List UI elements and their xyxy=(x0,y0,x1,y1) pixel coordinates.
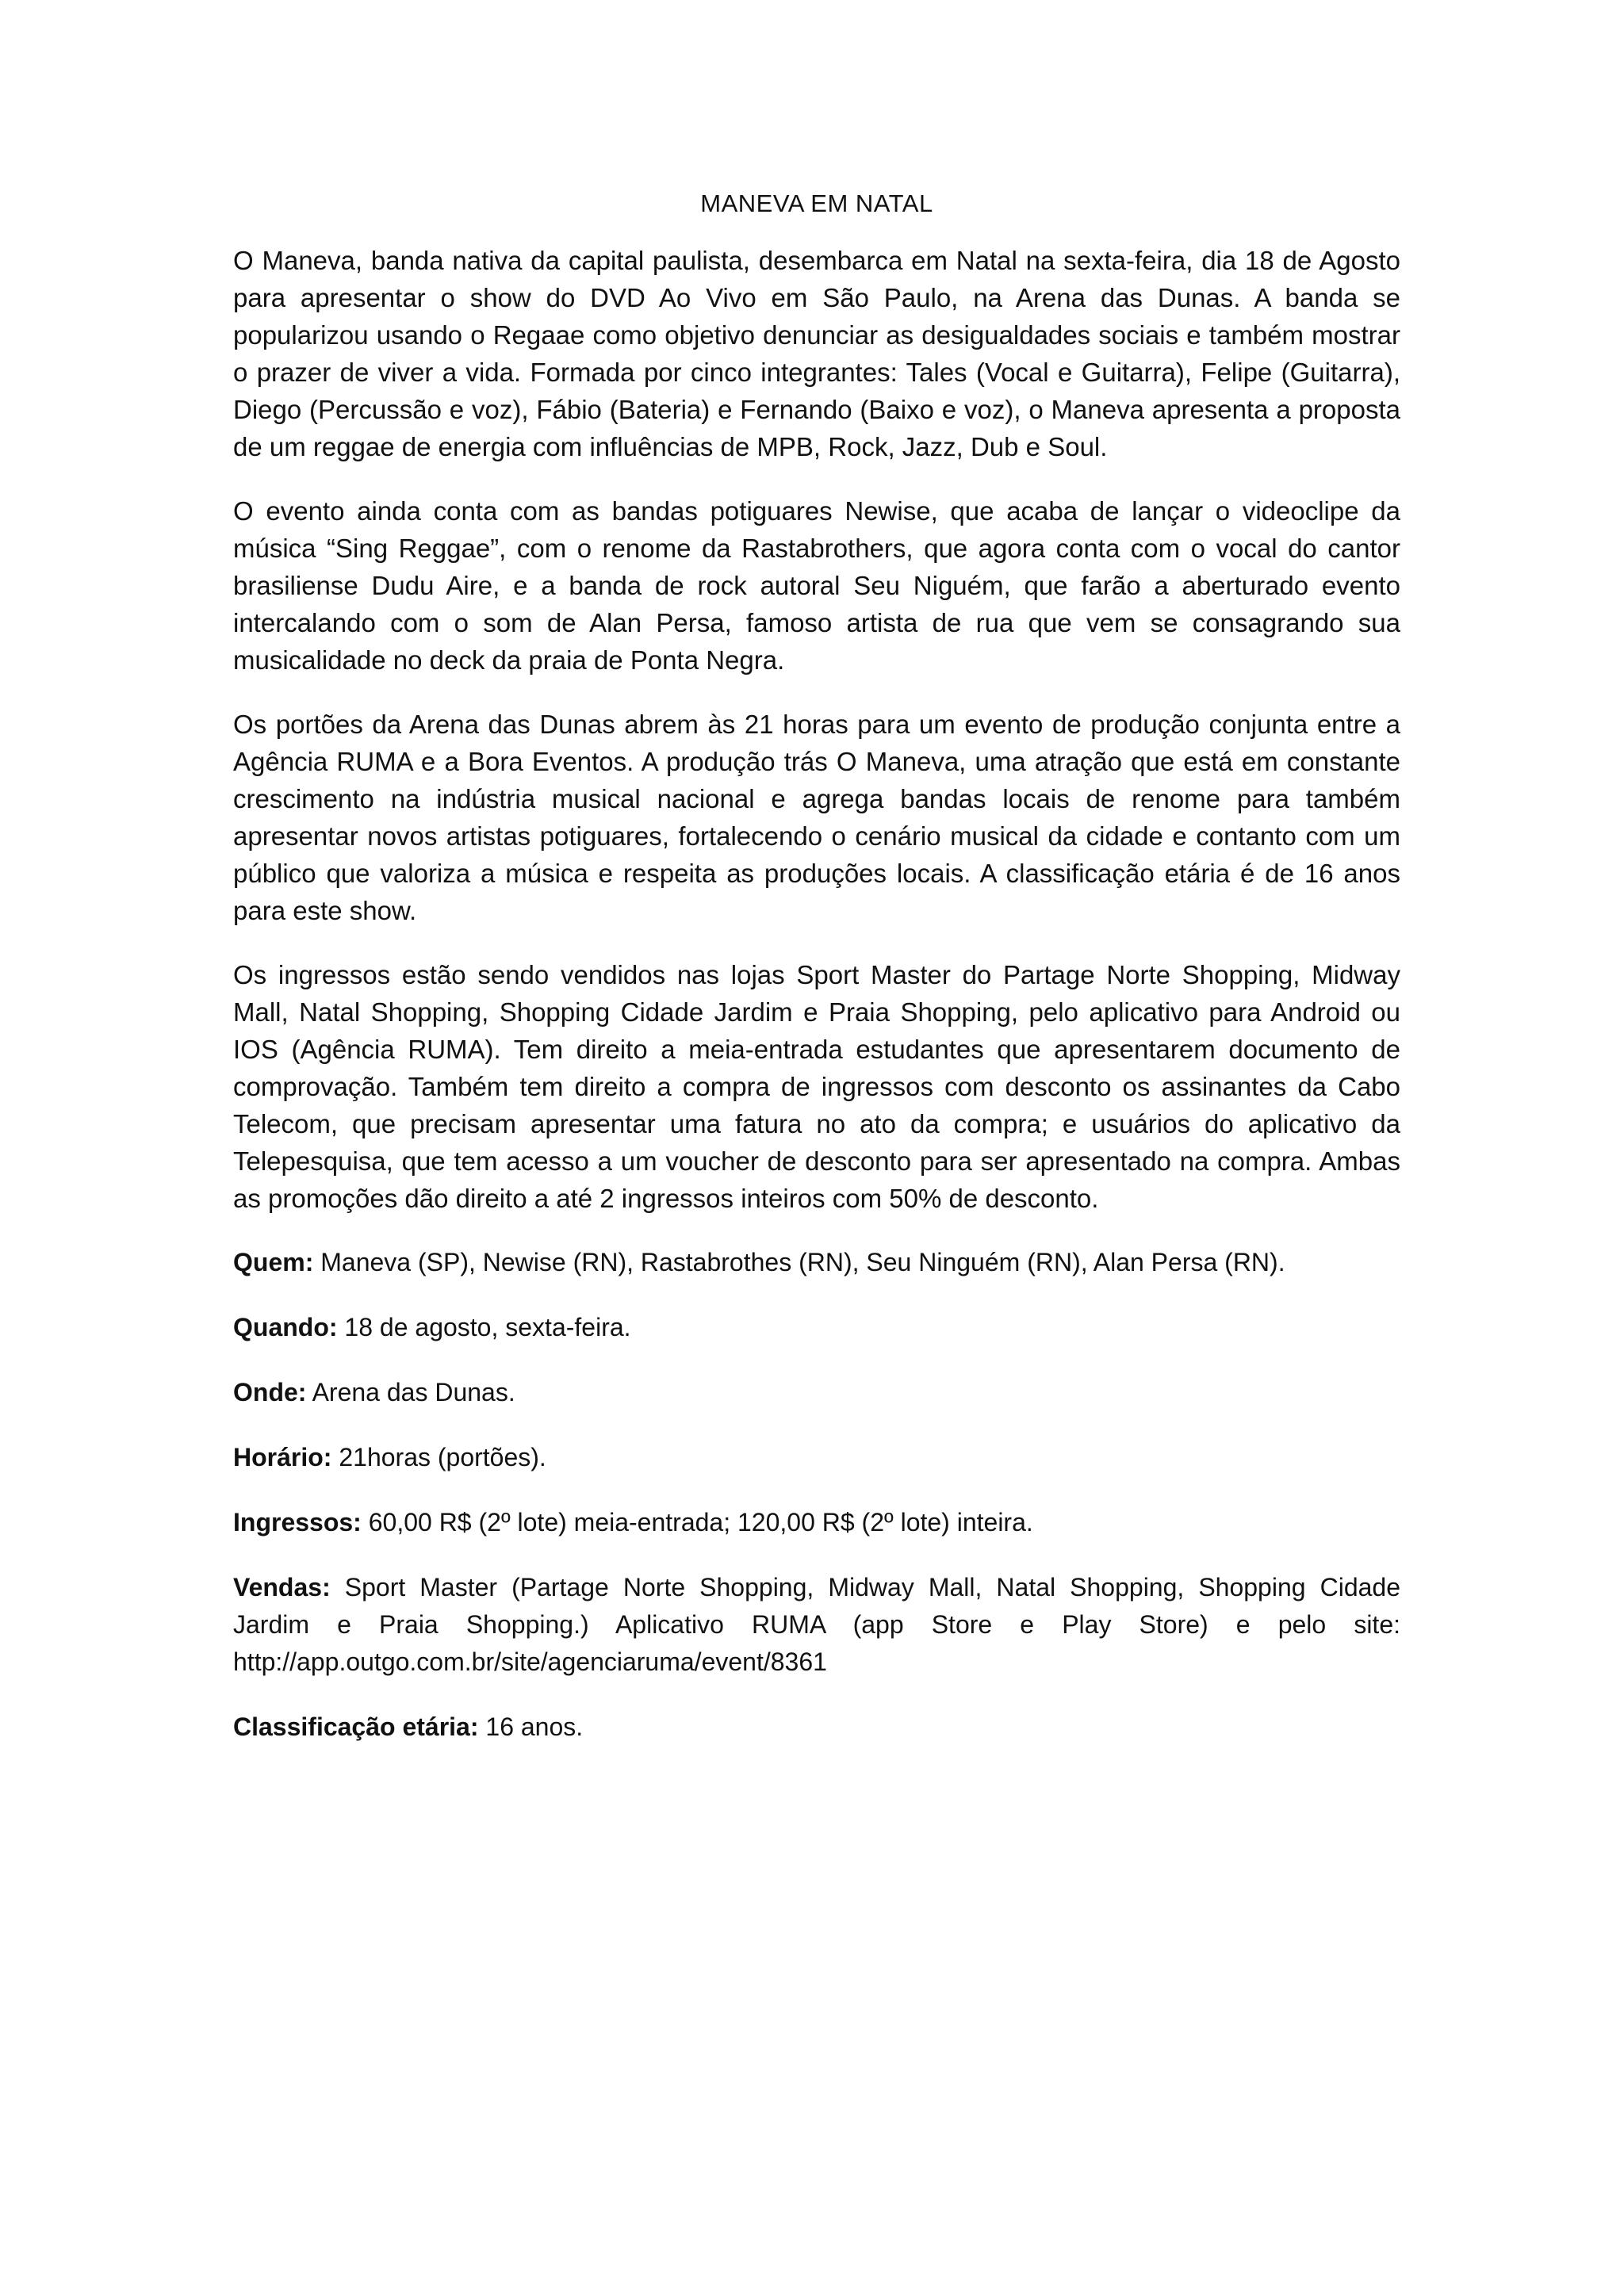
info-rating-label: Classificação etária: xyxy=(233,1712,479,1742)
info-who-label: Quem: xyxy=(233,1248,314,1277)
info-sales-label: Vendas: xyxy=(233,1573,331,1602)
info-time xyxy=(233,1439,1400,1476)
info-where-value: Arena das Dunas. xyxy=(306,1378,515,1407)
info-where xyxy=(233,1374,1400,1411)
info-who xyxy=(233,1244,1400,1281)
info-sales-value: Sport Master (Partage Norte Shopping, Midway Mall, Natal Shopping, Shopping Cidade Jardim e Praia Shopping.) Aplicativo RUMA (app Store e Play Store) e pelo site: http://app.outgo.com.br/site/agenciaruma/event/8361 xyxy=(233,1573,1400,1677)
info-rating-value: 16 anos. xyxy=(478,1712,584,1742)
info-time-value: 21horas (portões). xyxy=(331,1443,546,1472)
info-tickets xyxy=(233,1504,1400,1541)
document-body xyxy=(233,189,1400,1774)
info-who-value: Maneva (SP), Newise (RN), Rastabrothes (RN), Seu Ninguém (RN), Alan Persa (RN). xyxy=(313,1248,1285,1277)
info-rating xyxy=(233,1709,1400,1746)
info-tickets-value: 60,00 R$ (2º lote) meia-entrada; 120,00 R$ (2º lote) inteira. xyxy=(361,1508,1033,1537)
info-where-label: Onde: xyxy=(233,1378,307,1407)
paragraph-intro: O Maneva, banda nativa da capital paulista, desembarca em Natal na sexta-feira, dia 18 de Agosto para apresentar o show do DVD Ao Vivo em São Paulo, na Arena das Dunas. A banda se popularizou usando o Regaae como objetivo denunciar as desigualdades sociais e também mostrar o prazer de viver a vida. Formada por cinco integrantes: Tales (Vocal e Guitarra), Felipe (Guitarra), Diego (Percussão e voz), Fábio (Bateria) e Fernando (Baixo e voz), o Maneva apresenta a proposta de um reggae de energia com influências de MPB, Rock, Jazz, Dub e Soul. xyxy=(233,246,1400,462)
paragraph-production: Os portões da Arena das Dunas abrem às 21 horas para um evento de produção conjunta entre a Agência RUMA e a Bora Eventos. A produção trás O Maneva, uma atração que está em constante crescimento na indústria musical nacional e agrega bandas locais de renome para também apresentar novos artistas potiguares, fortalecendo o cenário musical da cidade e contanto com um público que valoriza a música e respeita as produções locais. A classificação etária é de 16 anos para este show. xyxy=(233,710,1400,926)
info-when-label: Quando: xyxy=(233,1313,338,1342)
info-when-value: 18 de agosto, sexta-feira. xyxy=(337,1313,631,1342)
paragraph-bands: O evento ainda conta com as bandas potiguares Newise, que acaba de lançar o videoclipe da música “Sing Reggae”, com o renome da Rastabrothers, que agora conta com o vocal do cantor brasiliense Dudu Aire, e a banda de rock autoral Seu Niguém, que farão a aberturado evento intercalando com o som de Alan Persa, famoso artista de rua que vem se consagrando sua musicalidade no deck da praia de Ponta Negra. xyxy=(233,496,1400,675)
info-sales xyxy=(233,1569,1400,1681)
paragraph-tickets: Os ingressos estão sendo vendidos nas lojas Sport Master do Partage Norte Shopping, Midway Mall, Natal Shopping, Shopping Cidade Jardim e Praia Shopping, pelo aplicativo para Android ou IOS (Agência RUMA). Tem direito a meia-entrada estudantes que apresentarem documento de comprovação. Também tem direito a compra de ingressos com desconto os assinantes da Cabo Telecom, que precisam apresentar uma fatura no ato da compra; e usuários do aplicativo da Telepesquisa, que tem acesso a um voucher de desconto para ser apresentado na compra. Ambas as promoções dão direito a até 2 ingressos inteiros com 50% de desconto. xyxy=(233,960,1400,1214)
info-when xyxy=(233,1309,1400,1346)
info-tickets-label: Ingressos: xyxy=(233,1508,362,1537)
info-time-label: Horário: xyxy=(233,1443,332,1472)
document-title: MANEVA EM NATAL xyxy=(700,189,933,217)
